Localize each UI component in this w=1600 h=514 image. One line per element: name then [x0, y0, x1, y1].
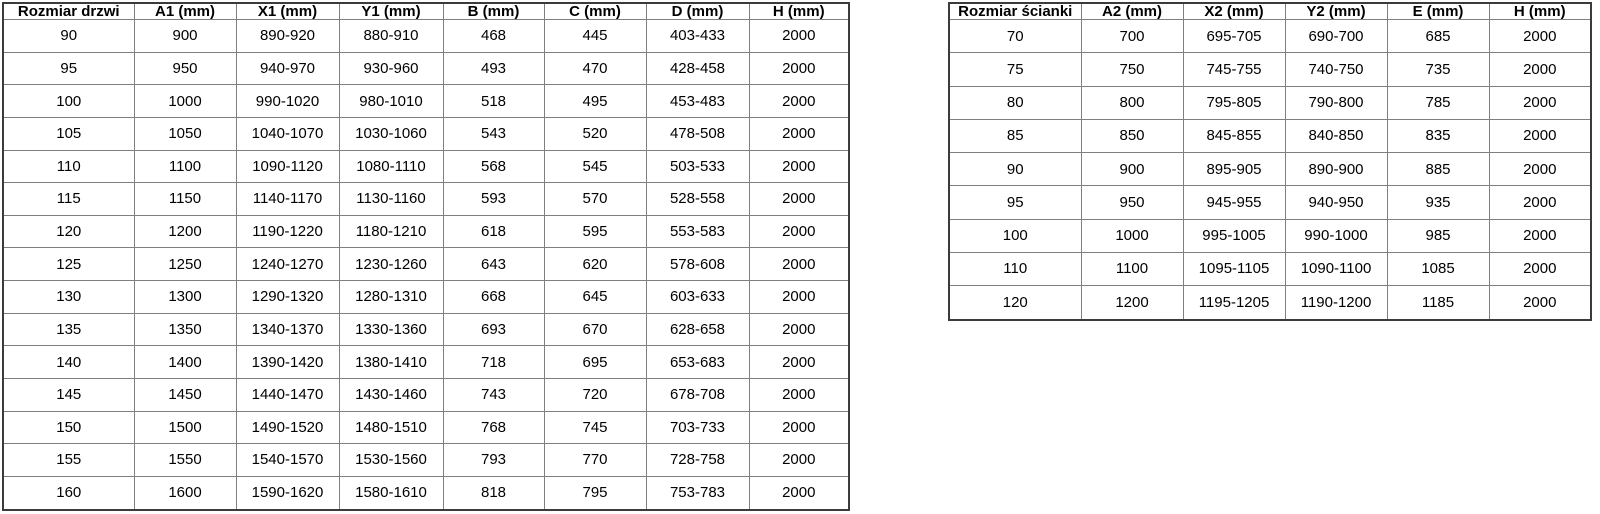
- table-row: [949, 252, 1591, 285]
- table-cell: 80: [949, 86, 1081, 119]
- table-cell: 643: [443, 248, 544, 281]
- table-cell: 2000: [749, 248, 849, 281]
- table-cell: 2000: [749, 85, 849, 118]
- table-cell: 120: [3, 215, 134, 248]
- door-table-header-row: [3, 3, 849, 20]
- table-row: [3, 117, 849, 150]
- table-cell: 890-900: [1285, 153, 1387, 186]
- table-cell: 1230-1260: [339, 248, 443, 281]
- table-cell: 2000: [749, 378, 849, 411]
- table-cell: 568: [443, 150, 544, 183]
- table-cell: 945-955: [1183, 186, 1285, 219]
- table-cell: 403-433: [646, 20, 749, 53]
- table-cell: 145: [3, 378, 134, 411]
- table-cell: 2000: [749, 313, 849, 346]
- table-cell: 1100: [1081, 252, 1183, 285]
- table-row: [3, 411, 849, 444]
- table-cell: 1040-1070: [236, 117, 339, 150]
- column-header: Y2 (mm): [1285, 3, 1387, 20]
- table-cell: 100: [949, 219, 1081, 252]
- table-row: [3, 346, 849, 379]
- table-cell: 885: [1387, 153, 1489, 186]
- column-header: Rozmiar drzwi: [3, 3, 134, 20]
- table-cell: 900: [1081, 153, 1183, 186]
- table-cell: 1280-1310: [339, 281, 443, 314]
- table-cell: 95: [3, 52, 134, 85]
- column-header: B (mm): [443, 3, 544, 20]
- table-cell: 518: [443, 85, 544, 118]
- table-cell: 690-700: [1285, 20, 1387, 53]
- table-cell: 1550: [134, 444, 236, 477]
- table-row: [3, 444, 849, 477]
- table-cell: 95: [949, 186, 1081, 219]
- table-cell: 795-805: [1183, 86, 1285, 119]
- table-cell: 728-758: [646, 444, 749, 477]
- table-cell: 835: [1387, 119, 1489, 152]
- table-cell: 2000: [749, 150, 849, 183]
- table-cell: 115: [3, 183, 134, 216]
- table-cell: 100: [3, 85, 134, 118]
- table-cell: 1050: [134, 117, 236, 150]
- table-cell: 470: [544, 52, 646, 85]
- table-cell: 670: [544, 313, 646, 346]
- table-cell: 695: [544, 346, 646, 379]
- table-cell: 603-633: [646, 281, 749, 314]
- table-cell: 1080-1110: [339, 150, 443, 183]
- table-cell: 120: [949, 286, 1081, 320]
- table-cell: 700: [1081, 20, 1183, 53]
- table-cell: 545: [544, 150, 646, 183]
- table-cell: 1085: [1387, 252, 1489, 285]
- table-cell: 445: [544, 20, 646, 53]
- table-cell: 950: [1081, 186, 1183, 219]
- table-row: [3, 52, 849, 85]
- table-cell: 90: [3, 20, 134, 53]
- column-header: C (mm): [544, 3, 646, 20]
- table-cell: 85: [949, 119, 1081, 152]
- table-cell: 628-658: [646, 313, 749, 346]
- table-cell: 468: [443, 20, 544, 53]
- table-cell: 1540-1570: [236, 444, 339, 477]
- column-header: E (mm): [1387, 3, 1489, 20]
- table-cell: 990-1020: [236, 85, 339, 118]
- table-cell: 140: [3, 346, 134, 379]
- table-cell: 995-1005: [1183, 219, 1285, 252]
- table-cell: 1530-1560: [339, 444, 443, 477]
- table-cell: 2000: [749, 183, 849, 216]
- door-size-table: [2, 2, 850, 511]
- wall-panel-size-table: [948, 2, 1592, 321]
- table-cell: 2000: [1489, 20, 1591, 53]
- table-cell: 155: [3, 444, 134, 477]
- table-cell: 110: [949, 252, 1081, 285]
- table-cell: 1500: [134, 411, 236, 444]
- table-cell: 1330-1360: [339, 313, 443, 346]
- table-cell: 1450: [134, 378, 236, 411]
- table-cell: 1140-1170: [236, 183, 339, 216]
- table-row: [949, 286, 1591, 320]
- table-cell: 543: [443, 117, 544, 150]
- table-cell: 130: [3, 281, 134, 314]
- table-cell: 685: [1387, 20, 1489, 53]
- column-header: H (mm): [1489, 3, 1591, 20]
- table-row: [3, 215, 849, 248]
- table-cell: 90: [949, 153, 1081, 186]
- table-cell: 618: [443, 215, 544, 248]
- table-cell: 1350: [134, 313, 236, 346]
- table-cell: 850: [1081, 119, 1183, 152]
- table-row: [3, 313, 849, 346]
- panel-table-header-row: [949, 3, 1591, 20]
- table-cell: 1130-1160: [339, 183, 443, 216]
- table-cell: 940-970: [236, 52, 339, 85]
- table-row: [949, 20, 1591, 53]
- table-cell: 840-850: [1285, 119, 1387, 152]
- table-cell: 890-920: [236, 20, 339, 53]
- table-cell: 1580-1610: [339, 476, 443, 510]
- table-cell: 985: [1387, 219, 1489, 252]
- table-cell: 1480-1510: [339, 411, 443, 444]
- table-cell: 1400: [134, 346, 236, 379]
- table-cell: 743: [443, 378, 544, 411]
- table-row: [3, 378, 849, 411]
- table-cell: 2000: [749, 411, 849, 444]
- table-cell: 1340-1370: [236, 313, 339, 346]
- table-cell: 1150: [134, 183, 236, 216]
- table-cell: 793: [443, 444, 544, 477]
- table-row: [3, 281, 849, 314]
- table-cell: 1195-1205: [1183, 286, 1285, 320]
- table-cell: 595: [544, 215, 646, 248]
- table-cell: 1250: [134, 248, 236, 281]
- table-cell: 703-733: [646, 411, 749, 444]
- table-cell: 2000: [1489, 53, 1591, 86]
- table-cell: 770: [544, 444, 646, 477]
- table-cell: 1095-1105: [1183, 252, 1285, 285]
- table-cell: 1430-1460: [339, 378, 443, 411]
- table-cell: 2000: [749, 281, 849, 314]
- table-cell: 693: [443, 313, 544, 346]
- table-cell: 125: [3, 248, 134, 281]
- table-cell: 668: [443, 281, 544, 314]
- table-cell: 818: [443, 476, 544, 510]
- table-cell: 2000: [749, 346, 849, 379]
- column-header: Y1 (mm): [339, 3, 443, 20]
- table-cell: 930-960: [339, 52, 443, 85]
- table-cell: 800: [1081, 86, 1183, 119]
- table-cell: 1090-1100: [1285, 252, 1387, 285]
- column-header: X2 (mm): [1183, 3, 1285, 20]
- table-cell: 940-950: [1285, 186, 1387, 219]
- table-cell: 895-905: [1183, 153, 1285, 186]
- table-cell: 553-583: [646, 215, 749, 248]
- table-row: [3, 85, 849, 118]
- table-cell: 695-705: [1183, 20, 1285, 53]
- table-cell: 493: [443, 52, 544, 85]
- table-row: [949, 186, 1591, 219]
- table-row: [949, 53, 1591, 86]
- table-cell: 2000: [749, 52, 849, 85]
- table-row: [3, 20, 849, 53]
- table-cell: 2000: [749, 20, 849, 53]
- table-cell: 1000: [134, 85, 236, 118]
- table-cell: 935: [1387, 186, 1489, 219]
- column-header: Rozmiar ścianki: [949, 3, 1081, 20]
- column-header: D (mm): [646, 3, 749, 20]
- table-cell: 785: [1387, 86, 1489, 119]
- table-row: [949, 153, 1591, 186]
- table-cell: 2000: [1489, 153, 1591, 186]
- table-cell: 528-558: [646, 183, 749, 216]
- column-header: A2 (mm): [1081, 3, 1183, 20]
- table-cell: 845-855: [1183, 119, 1285, 152]
- table-cell: 880-910: [339, 20, 443, 53]
- table-cell: 653-683: [646, 346, 749, 379]
- table-cell: 2000: [1489, 219, 1591, 252]
- table-cell: 75: [949, 53, 1081, 86]
- table-cell: 1240-1270: [236, 248, 339, 281]
- table-cell: 620: [544, 248, 646, 281]
- table-cell: 950: [134, 52, 236, 85]
- panel-table-body: [949, 20, 1591, 321]
- table-cell: 1030-1060: [339, 117, 443, 150]
- table-cell: 795: [544, 476, 646, 510]
- table-cell: 745-755: [1183, 53, 1285, 86]
- table-cell: 753-783: [646, 476, 749, 510]
- table-row: [949, 119, 1591, 152]
- table-row: [3, 476, 849, 510]
- table-cell: 2000: [1489, 252, 1591, 285]
- door-table-body: [3, 20, 849, 511]
- table-cell: 745: [544, 411, 646, 444]
- table-row: [949, 86, 1591, 119]
- table-cell: 1180-1210: [339, 215, 443, 248]
- table-cell: 520: [544, 117, 646, 150]
- table-cell: 70: [949, 20, 1081, 53]
- table-cell: 1440-1470: [236, 378, 339, 411]
- table-cell: 735: [1387, 53, 1489, 86]
- table-cell: 428-458: [646, 52, 749, 85]
- table-cell: 1290-1320: [236, 281, 339, 314]
- table-cell: 1490-1520: [236, 411, 339, 444]
- table-cell: 980-1010: [339, 85, 443, 118]
- table-cell: 645: [544, 281, 646, 314]
- table-row: [3, 150, 849, 183]
- table-cell: 900: [134, 20, 236, 53]
- table-cell: 1000: [1081, 219, 1183, 252]
- table-cell: 570: [544, 183, 646, 216]
- table-cell: 1600: [134, 476, 236, 510]
- table-cell: 1380-1410: [339, 346, 443, 379]
- table-cell: 135: [3, 313, 134, 346]
- table-row: [3, 183, 849, 216]
- table-cell: 2000: [1489, 186, 1591, 219]
- table-cell: 1200: [134, 215, 236, 248]
- table-cell: 478-508: [646, 117, 749, 150]
- table-row: [949, 219, 1591, 252]
- table-cell: 578-608: [646, 248, 749, 281]
- table-cell: 495: [544, 85, 646, 118]
- table-cell: 453-483: [646, 85, 749, 118]
- table-cell: 720: [544, 378, 646, 411]
- table-cell: 593: [443, 183, 544, 216]
- table-cell: 1190-1200: [1285, 286, 1387, 320]
- table-cell: 110: [3, 150, 134, 183]
- table-cell: 740-750: [1285, 53, 1387, 86]
- table-cell: 1190-1220: [236, 215, 339, 248]
- table-cell: 990-1000: [1285, 219, 1387, 252]
- table-cell: 790-800: [1285, 86, 1387, 119]
- table-cell: 105: [3, 117, 134, 150]
- column-header: A1 (mm): [134, 3, 236, 20]
- table-cell: 1090-1120: [236, 150, 339, 183]
- table-row: [3, 248, 849, 281]
- table-cell: 1590-1620: [236, 476, 339, 510]
- column-header: X1 (mm): [236, 3, 339, 20]
- table-cell: 2000: [1489, 86, 1591, 119]
- table-cell: 2000: [749, 215, 849, 248]
- table-cell: 2000: [749, 117, 849, 150]
- table-cell: 2000: [749, 444, 849, 477]
- table-cell: 160: [3, 476, 134, 510]
- table-cell: 1200: [1081, 286, 1183, 320]
- table-cell: 1390-1420: [236, 346, 339, 379]
- table-cell: 750: [1081, 53, 1183, 86]
- table-cell: 768: [443, 411, 544, 444]
- table-cell: 2000: [1489, 286, 1591, 320]
- table-cell: 503-533: [646, 150, 749, 183]
- table-cell: 678-708: [646, 378, 749, 411]
- table-cell: 1185: [1387, 286, 1489, 320]
- table-cell: 2000: [1489, 119, 1591, 152]
- table-cell: 2000: [749, 476, 849, 510]
- table-cell: 718: [443, 346, 544, 379]
- table-cell: 1300: [134, 281, 236, 314]
- table-cell: 1100: [134, 150, 236, 183]
- table-cell: 150: [3, 411, 134, 444]
- column-header: H (mm): [749, 3, 849, 20]
